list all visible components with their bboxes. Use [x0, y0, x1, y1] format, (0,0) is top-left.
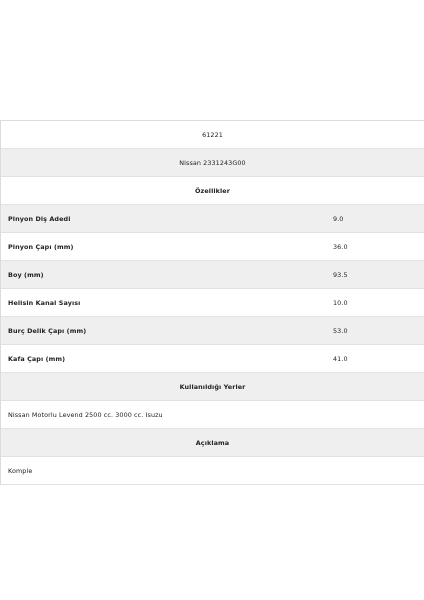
- feature-label: Helisin Kanal Sayısı: [8, 298, 81, 307]
- usage-text: Nissan Motorlu Levend 2500 cc. 3000 cc. Isuzu: [8, 410, 163, 419]
- feature-label: Burç Delik Çapı (mm): [8, 326, 87, 335]
- feature-row-helix-channels: [1, 289, 424, 317]
- feature-value: 36.0: [333, 242, 348, 251]
- oem-number-row: [1, 149, 424, 177]
- feature-row-pinion-teeth: [1, 205, 424, 233]
- description-header: [1, 429, 424, 457]
- features-header: [1, 177, 424, 205]
- description-text: Komple: [8, 466, 33, 475]
- feature-label: Boy (mm): [8, 270, 44, 279]
- product-spec-table: [0, 120, 424, 485]
- feature-label: Pinyon Diş Adedi: [8, 214, 71, 223]
- description-title: Açıklama: [195, 438, 230, 447]
- product-code: 61221: [202, 130, 223, 139]
- feature-row-pinion-diameter: [1, 233, 424, 261]
- usage-title: Kullanıldığı Yerler: [179, 382, 246, 391]
- description-row: [1, 457, 424, 485]
- feature-row-length: [1, 261, 424, 289]
- feature-value: 41.0: [333, 354, 348, 363]
- oem-number: Nissan 2331243G00: [179, 158, 246, 167]
- feature-label: Pinyon Çapı (mm): [8, 242, 74, 251]
- feature-value: 53.0: [333, 326, 348, 335]
- product-code-row: [1, 121, 424, 149]
- usage-row: [1, 401, 424, 429]
- usage-header: [1, 373, 424, 401]
- feature-row-bushing-bore: [1, 317, 424, 345]
- feature-label: Kafa Çapı (mm): [8, 354, 66, 363]
- feature-value: 9.0: [333, 214, 344, 223]
- features-title: Özellikler: [195, 186, 230, 195]
- feature-value: 10.0: [333, 298, 348, 307]
- feature-row-head-diameter: [1, 345, 424, 373]
- feature-value: 93.5: [333, 270, 348, 279]
